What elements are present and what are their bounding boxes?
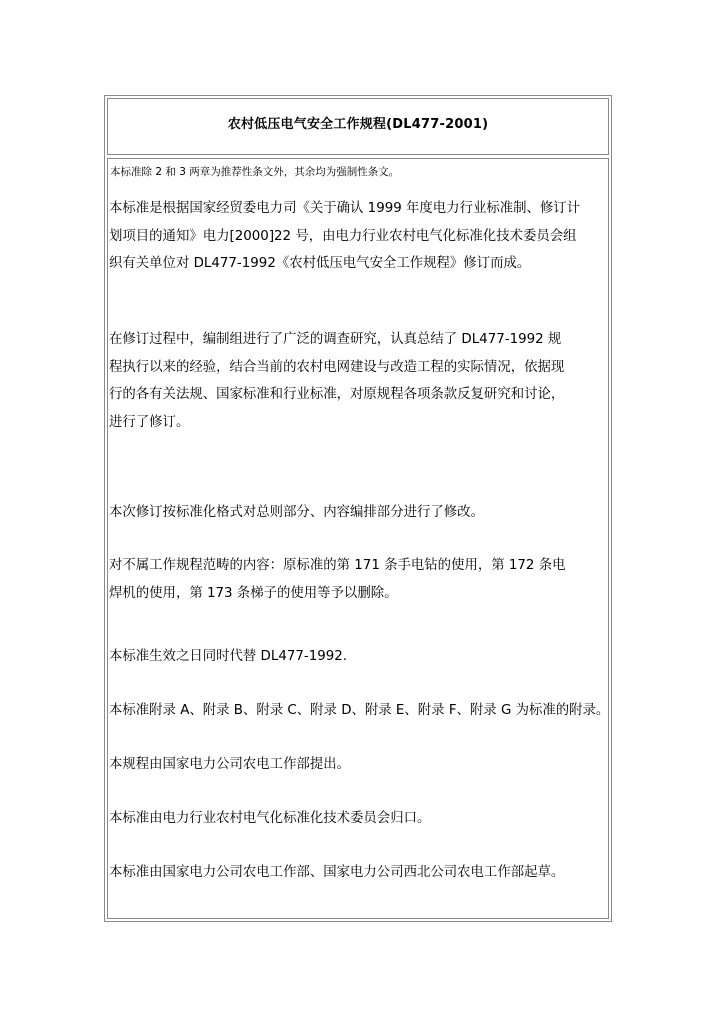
paragraph-line: 行的各有关法规、国家标准和行业标准，对原规程各项条款反复研究和讨论， xyxy=(109,387,565,402)
paragraph-line: 本标准附录 A、附录 B、附录 C、附录 D、附录 E、附录 F、附录 G 为标准的附录。 xyxy=(109,703,610,718)
paragraph-line: 本标准由国家电力公司农电工作部、国家电力公司西北公司农电工作部起草。 xyxy=(109,865,565,880)
paragraph-line: 织有关单位对 DL477-1992《农村低压电气安全工作规程》修订而成。 xyxy=(109,256,531,271)
paragraph-line: 本次修订按标准化格式对总则部分、内容编排部分进行了修改。 xyxy=(109,505,484,520)
paragraph-supersedes xyxy=(109,643,609,671)
paragraph-proposed-by xyxy=(109,751,609,779)
paragraph-line: 划项目的通知》电力[2000]22 号，由电力行业农村电气化标准化技术委员会组 xyxy=(109,228,577,244)
paragraph-format-changes xyxy=(109,499,609,527)
paragraph-drafted-by xyxy=(109,859,609,887)
paragraph-basis xyxy=(109,195,609,278)
title-cell xyxy=(107,98,609,155)
paragraph-line: 在修订过程中，编制组进行了广泛的调查研究，认真总结了 DL477-1992 规 xyxy=(109,332,562,347)
standard-note: 本标准除 2 和 3 两章为推荐性条文外，其余均为强制性条文。 xyxy=(110,166,400,178)
paragraph-line: 程执行以来的经验，结合当前的农村电网建设与改造工程的实际情况，依据现 xyxy=(109,359,565,375)
paragraph-centralized-by xyxy=(109,805,609,833)
document-title: 农村低压电气安全工作规程(DL477-2001) xyxy=(227,117,489,132)
document-frame xyxy=(104,95,612,922)
paragraph-line: 对不属工作规程范畴的内容：原标准的第 171 条手电钻的使用，第 172 条电 xyxy=(109,558,566,573)
paragraph-line: 进行了修订。 xyxy=(109,414,190,430)
paragraph-line: 本标准是根据国家经贸委电力司《关于确认 1999 年度电力行业标准制、修订计 xyxy=(109,201,581,216)
content-cell xyxy=(107,158,609,919)
paragraph-revision-process xyxy=(109,326,609,436)
paragraph-appendices xyxy=(109,697,609,725)
paragraph-deletions xyxy=(109,552,609,607)
paragraph-line: 本规程由国家电力公司农电工作部提出。 xyxy=(109,757,351,772)
paragraph-line: 本标准由电力行业农村电气化标准化技术委员会归口。 xyxy=(109,811,431,826)
paragraph-line: 焊机的使用，第 173 条梯子的使用等予以删除。 xyxy=(109,585,398,601)
paragraph-line: 本标准生效之日同时代替 DL477-1992. xyxy=(109,649,348,664)
